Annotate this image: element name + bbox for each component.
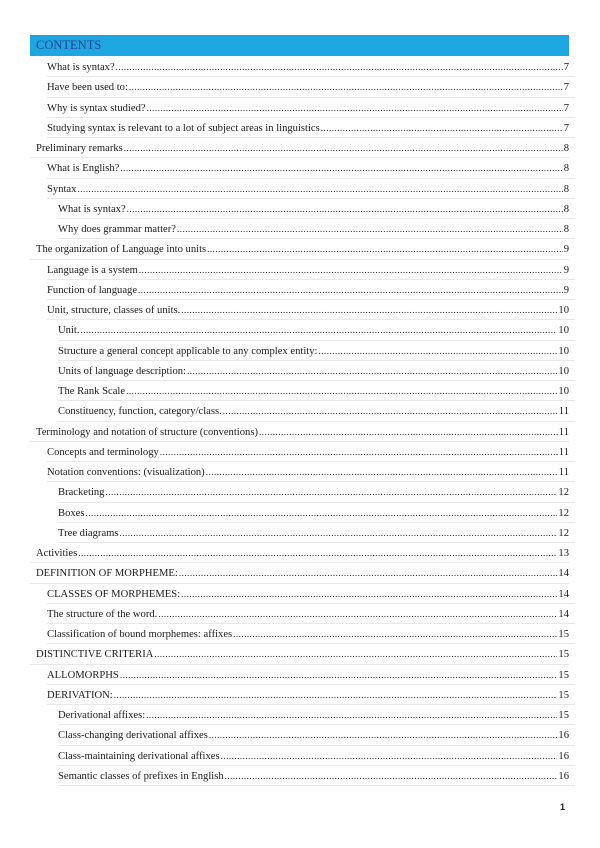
dot-leader: [225, 766, 558, 786]
dot-leader: [120, 665, 558, 685]
toc-entry-row: [47, 57, 569, 77]
toc-entry-page: 10: [558, 365, 569, 377]
toc-entry-row: [47, 665, 569, 685]
dot-leader: [139, 260, 563, 280]
toc-entry-page: 16: [558, 750, 569, 762]
toc-entry[interactable]: [47, 442, 600, 462]
toc-entry-page: 14: [558, 608, 569, 620]
toc-entry[interactable]: [47, 604, 600, 624]
toc-entry-row: [58, 401, 569, 421]
dot-leader: [223, 401, 558, 421]
toc-entry-row: [58, 320, 569, 340]
toc-entry-row: [47, 98, 569, 118]
toc-entry-page: 13: [558, 548, 569, 559]
toc-entry-page: 15: [558, 649, 569, 661]
toc-entry[interactable]: [36, 239, 600, 259]
toc-entry-page: 16: [558, 770, 569, 782]
toc-entry[interactable]: [47, 260, 600, 280]
toc-entry-title: Boxes: [58, 507, 85, 519]
toc-entry-row: [47, 280, 569, 300]
toc-entry[interactable]: [47, 300, 600, 320]
dot-leader: [127, 199, 563, 219]
toc-entry[interactable]: [47, 118, 600, 138]
toc-entry-page: 15: [558, 669, 569, 681]
toc-entry-title: Activities: [36, 548, 78, 559]
toc-entry-row: [58, 482, 569, 502]
dot-leader: [138, 280, 563, 300]
dot-leader: [207, 239, 563, 259]
toc-entry-title: Semantic classes of prefixes in English: [58, 770, 224, 782]
toc-list: [0, 57, 600, 786]
toc-entry-page: 8: [563, 203, 569, 215]
toc-entry-page: 9: [563, 284, 569, 296]
toc-entry-page: 14: [558, 588, 569, 600]
toc-entry-row: [47, 118, 569, 138]
toc-entry-title: Derivational affixes:: [58, 710, 146, 721]
toc-entry-page: 10: [558, 345, 569, 357]
toc-heading: CONTENTS: [30, 35, 569, 56]
toc-entry[interactable]: [58, 381, 600, 401]
dot-leader: [114, 685, 558, 705]
toc-entry-page: 10: [558, 386, 569, 397]
toc-entry-row: [47, 442, 569, 462]
toc-entry-page: 16: [558, 730, 569, 742]
toc-entry-title: Why is syntax studied?: [47, 102, 146, 114]
toc-entry-title: Class-changing derivational affixes: [58, 730, 208, 742]
toc-entry-row: [58, 705, 569, 725]
toc-entry-row: [58, 523, 569, 543]
toc-entry-row: [47, 300, 569, 320]
toc-entry-page: 8: [563, 163, 569, 175]
toc-entry-title: Structure a general concept applicable to any complex entity:: [58, 345, 318, 357]
toc-entry-page: 12: [558, 507, 569, 519]
toc-entry[interactable]: [47, 280, 600, 300]
toc-entry-row: [36, 644, 569, 664]
toc-entry-page: 10: [558, 305, 569, 316]
toc-entry-page: 8: [563, 183, 569, 195]
dot-leader: [179, 563, 558, 583]
dot-leader: [321, 118, 563, 138]
toc-entry-title: Have been used to:: [47, 82, 128, 94]
toc-entry-page: 15: [558, 629, 569, 640]
dot-leader: [147, 98, 563, 118]
toc-entry[interactable]: [36, 543, 600, 563]
toc-entry-title: Class-maintaining derivational affixes: [58, 750, 220, 762]
toc-entry-page: 11: [558, 446, 569, 458]
toc-entry-title: Unit.: [58, 325, 80, 337]
toc-entry[interactable]: [36, 563, 600, 583]
toc-entry-row: [47, 158, 569, 178]
toc-entry-page: 7: [563, 122, 569, 134]
toc-entry[interactable]: [47, 77, 600, 97]
toc-entry-page: 10: [558, 325, 569, 337]
toc-entry-title: The organization of Language into units: [36, 244, 207, 256]
toc-entry-page: 9: [563, 244, 569, 256]
dot-leader: [187, 361, 557, 381]
toc-entry-title: DISTINCTIVE CRITERIA: [36, 649, 154, 661]
page-number: 1: [559, 802, 565, 812]
toc-entry[interactable]: [58, 482, 600, 502]
toc-entry-title: Preliminary remarks: [36, 143, 123, 154]
toc-entry-row: [47, 462, 569, 482]
toc-entry-title: Notation conventions: (visualization): [47, 467, 205, 478]
toc-entry[interactable]: [47, 57, 600, 77]
toc-entry[interactable]: [58, 705, 600, 725]
toc-entry-row: [47, 179, 569, 199]
dot-leader: [154, 644, 557, 664]
toc-entry-page: 12: [558, 527, 569, 539]
toc-entry-row: [58, 766, 569, 786]
toc-entry[interactable]: [58, 361, 600, 381]
toc-entry-page: 11: [558, 426, 569, 438]
toc-entry-row: [58, 503, 569, 523]
toc-entry-page: 11: [558, 406, 569, 418]
toc-entry[interactable]: [58, 725, 600, 745]
toc-entry-page: 15: [558, 689, 569, 701]
dot-leader: [221, 746, 558, 766]
toc-entry-title: ALLOMORPHS: [47, 669, 119, 681]
toc-entry[interactable]: [47, 665, 600, 685]
toc-entry-row: [58, 746, 569, 766]
toc-entry[interactable]: [47, 685, 600, 705]
toc-entry-page: 7: [563, 82, 569, 94]
toc-entry-row: [58, 341, 569, 361]
toc-entry-title: DERIVATION:: [47, 689, 113, 701]
dot-leader: [318, 341, 557, 361]
toc-entry[interactable]: [58, 199, 600, 219]
dot-leader: [259, 422, 558, 442]
toc-entry-title: DEFINITION OF MORPHEME:: [36, 568, 178, 580]
dot-leader: [206, 462, 558, 482]
dot-leader: [158, 604, 557, 624]
toc-entry[interactable]: [58, 401, 600, 421]
toc-entry-title: The Rank Scale: [58, 386, 126, 397]
toc-entry-row: [47, 604, 569, 624]
toc-entry[interactable]: [47, 158, 600, 178]
dot-leader: [126, 381, 557, 401]
toc-entry[interactable]: [58, 341, 600, 361]
toc-entry-title: What is English?: [47, 163, 120, 175]
toc-entry[interactable]: [47, 462, 600, 482]
toc-entry-page: 15: [558, 710, 569, 721]
dot-leader: [209, 725, 558, 745]
toc-entry[interactable]: [36, 422, 600, 442]
toc-entry-title: Terminology and notation of structure (conventions): [36, 426, 258, 438]
toc-entry-row: [47, 685, 569, 705]
toc-entry-row: [47, 260, 569, 280]
toc-entry-page: 8: [563, 224, 569, 235]
toc-entry-row: [58, 381, 569, 401]
toc-entry-title: Language is a system: [47, 264, 138, 276]
dot-leader: [181, 584, 557, 604]
toc-entry-title: Unit, structure, classes of units.: [47, 305, 181, 316]
toc-entry-title: Units of language description:: [58, 365, 186, 377]
dot-leader: [120, 158, 562, 178]
dot-leader: [77, 179, 562, 199]
toc-entry-title: Bracketing: [58, 487, 105, 499]
toc-entry[interactable]: [47, 584, 600, 604]
toc-entry-page: 8: [563, 143, 569, 154]
dot-leader: [105, 482, 557, 502]
toc-entry-row: [58, 361, 569, 381]
toc-entry-row: [58, 219, 569, 239]
toc-divider: [58, 785, 575, 786]
dot-leader: [124, 138, 563, 158]
toc-entry-title: The structure of the word.: [47, 608, 158, 620]
toc-entry[interactable]: [58, 746, 600, 766]
toc-entry-title: What is syntax?: [58, 203, 126, 215]
toc-entry-page: 7: [563, 62, 569, 73]
toc-entry-title: Tree diagrams: [58, 527, 119, 539]
dot-leader: [181, 300, 557, 320]
toc-entry-row: [36, 543, 569, 563]
toc-entry[interactable]: [36, 138, 600, 158]
toc-entry-row: [47, 624, 569, 644]
dot-leader: [78, 543, 557, 563]
toc-entry-title: CLASSES OF MORPHEMES:: [47, 588, 181, 600]
toc-entry-row: [47, 584, 569, 604]
toc-entry-title: Studying syntax is relevant to a lot of subject areas in linguistics: [47, 122, 320, 134]
toc-entry-title: Constituency, function, category/class.: [58, 406, 222, 418]
toc-entry-page: 9: [563, 264, 569, 276]
toc-entry-row: [36, 563, 569, 583]
toc-entry-title: Why does grammar matter?: [58, 224, 176, 235]
toc-entry-page: 7: [563, 102, 569, 114]
toc-entry[interactable]: [47, 98, 600, 118]
toc-entry-row: [36, 239, 569, 259]
dot-leader: [120, 523, 558, 543]
toc-entry[interactable]: [58, 523, 600, 543]
dot-leader: [177, 219, 563, 239]
toc-entry-row: [36, 422, 569, 442]
dot-leader: [85, 503, 557, 523]
toc-entry[interactable]: [36, 644, 600, 664]
dot-leader: [116, 57, 563, 77]
toc-entry[interactable]: [47, 179, 600, 199]
toc-entry-page: 14: [558, 568, 569, 580]
toc-entry-title: Function of language: [47, 284, 138, 296]
dot-leader: [80, 320, 557, 340]
toc-entry[interactable]: [58, 320, 600, 340]
toc-entry-page: 12: [558, 487, 569, 499]
dot-leader: [233, 624, 557, 644]
toc-entry-row: [58, 725, 569, 745]
dot-leader: [160, 442, 558, 462]
toc-entry-title: Classification of bound morphemes: affixes: [47, 629, 233, 640]
toc-entry-row: [58, 199, 569, 219]
toc-entry-row: [47, 77, 569, 97]
toc-entry[interactable]: [58, 766, 600, 786]
toc-entry-title: Concepts and terminology: [47, 446, 159, 458]
toc-entry-title: Syntax: [47, 183, 77, 195]
toc-entry[interactable]: [47, 624, 600, 644]
toc-entry-title: What is syntax?: [47, 62, 115, 73]
toc-entry[interactable]: [58, 219, 600, 239]
toc-entry-page: 11: [558, 467, 569, 478]
toc-entry-row: [36, 138, 569, 158]
dot-leader: [146, 705, 557, 725]
dot-leader: [129, 77, 563, 97]
toc-entry[interactable]: [58, 503, 600, 523]
